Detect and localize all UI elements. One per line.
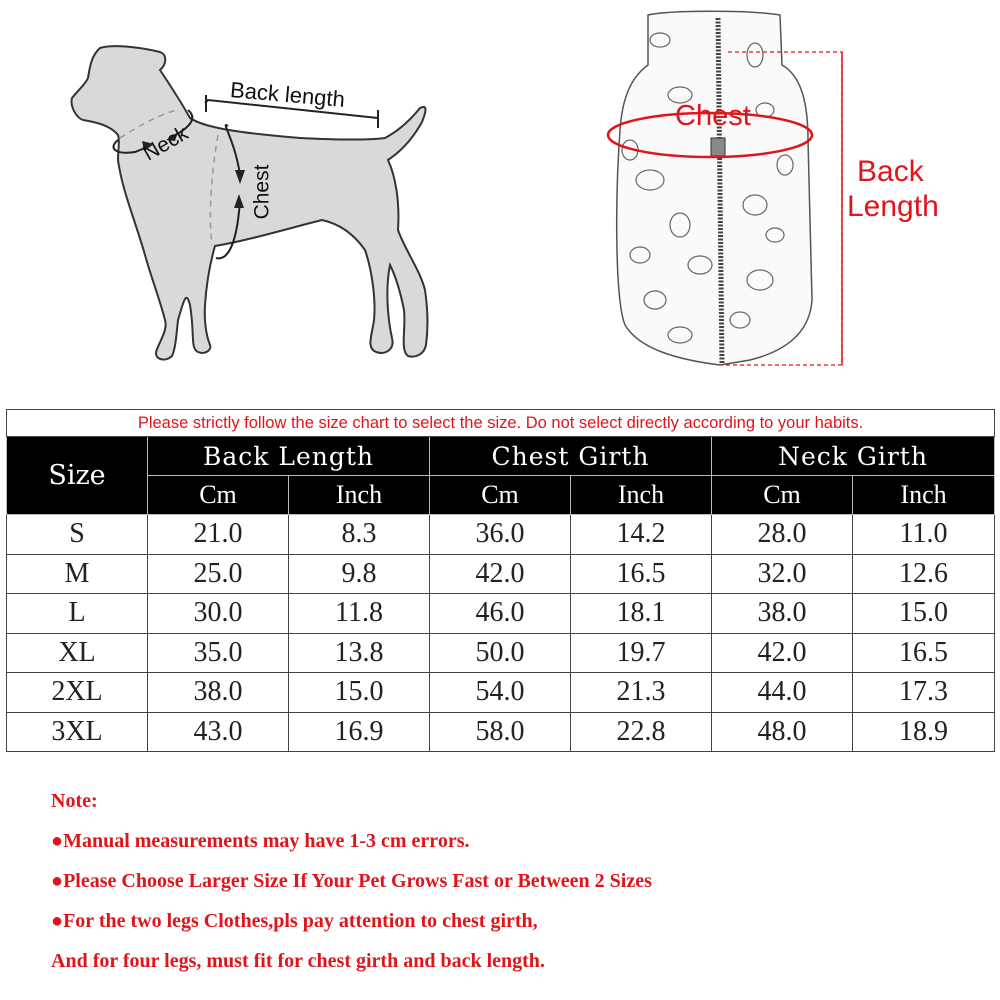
table-row bbox=[7, 594, 995, 634]
value-cell: 12.6 bbox=[853, 554, 995, 594]
back-length-header: Back Length bbox=[148, 437, 430, 476]
header-group-row bbox=[7, 437, 995, 476]
vest-length-label: Length bbox=[847, 190, 939, 223]
value-cell: 18.1 bbox=[571, 594, 712, 634]
value-cell: 43.0 bbox=[148, 712, 289, 752]
value-cell: 21.0 bbox=[148, 515, 289, 555]
value-cell: 38.0 bbox=[712, 594, 853, 634]
header-unit-row bbox=[7, 476, 995, 515]
size-cell: L bbox=[7, 594, 148, 634]
vest-chest-label: Chest bbox=[675, 100, 751, 132]
value-cell: 11.8 bbox=[289, 594, 430, 634]
notes-title: Note: bbox=[51, 790, 98, 812]
value-cell: 36.0 bbox=[430, 515, 571, 555]
note-line: ●Please Choose Larger Size If Your Pet Grows Fast or Between 2 Sizes bbox=[51, 870, 652, 892]
value-cell: 54.0 bbox=[430, 673, 571, 713]
size-cell: 2XL bbox=[7, 673, 148, 713]
value-cell: 8.3 bbox=[289, 515, 430, 555]
size-cell: XL bbox=[7, 633, 148, 673]
value-cell: 16.5 bbox=[853, 633, 995, 673]
value-cell: 16.5 bbox=[571, 554, 712, 594]
value-cell: 46.0 bbox=[430, 594, 571, 634]
size-column-header: Size bbox=[7, 437, 148, 515]
table-row bbox=[7, 673, 995, 713]
size-cell: M bbox=[7, 554, 148, 594]
value-cell: 14.2 bbox=[571, 515, 712, 555]
value-cell: 17.3 bbox=[853, 673, 995, 713]
value-cell: 58.0 bbox=[430, 712, 571, 752]
size-warning-text: Please strictly follow the size chart to select the size. Do not select directly according to your habits. bbox=[7, 410, 995, 437]
unit-header-inch: Inch bbox=[571, 476, 712, 515]
notes-section bbox=[51, 787, 652, 987]
value-cell: 19.7 bbox=[571, 633, 712, 673]
warning-row bbox=[7, 410, 995, 437]
value-cell: 18.9 bbox=[853, 712, 995, 752]
table-row bbox=[7, 712, 995, 752]
size-chart-table bbox=[6, 409, 995, 752]
unit-header-inch: Inch bbox=[289, 476, 430, 515]
note-line: And for four legs, must fit for chest girth and back length. bbox=[51, 950, 545, 972]
value-cell: 42.0 bbox=[430, 554, 571, 594]
value-cell: 21.3 bbox=[571, 673, 712, 713]
value-cell: 42.0 bbox=[712, 633, 853, 673]
value-cell: 48.0 bbox=[712, 712, 853, 752]
neck-label: Neck bbox=[139, 121, 193, 166]
value-cell: 15.0 bbox=[853, 594, 995, 634]
value-cell: 25.0 bbox=[148, 554, 289, 594]
unit-header-inch: Inch bbox=[853, 476, 995, 515]
vest-measurement-diagram bbox=[580, 0, 1000, 400]
note-line: ●Manual measurements may have 1-3 cm errors. bbox=[51, 830, 470, 852]
neck-girth-header: Neck Girth bbox=[712, 437, 995, 476]
chest-girth-header: Chest Girth bbox=[430, 437, 712, 476]
value-cell: 16.9 bbox=[289, 712, 430, 752]
value-cell: 15.0 bbox=[289, 673, 430, 713]
value-cell: 28.0 bbox=[712, 515, 853, 555]
value-cell: 50.0 bbox=[430, 633, 571, 673]
unit-header-cm: Cm bbox=[148, 476, 289, 515]
unit-header-cm: Cm bbox=[712, 476, 853, 515]
table-row bbox=[7, 554, 995, 594]
value-cell: 32.0 bbox=[712, 554, 853, 594]
value-cell: 30.0 bbox=[148, 594, 289, 634]
value-cell: 11.0 bbox=[853, 515, 995, 555]
value-cell: 35.0 bbox=[148, 633, 289, 673]
value-cell: 44.0 bbox=[712, 673, 853, 713]
back-length-label: Back length bbox=[229, 77, 346, 112]
value-cell: 22.8 bbox=[571, 712, 712, 752]
note-line: ●For the two legs Clothes,pls pay attention to chest girth, bbox=[51, 910, 538, 932]
unit-header-cm: Cm bbox=[430, 476, 571, 515]
value-cell: 38.0 bbox=[148, 673, 289, 713]
table-row bbox=[7, 515, 995, 555]
table-row bbox=[7, 633, 995, 673]
size-cell: 3XL bbox=[7, 712, 148, 752]
chest-label: Chest bbox=[250, 164, 274, 220]
value-cell: 9.8 bbox=[289, 554, 430, 594]
vest-back-label: Back bbox=[857, 155, 924, 188]
size-cell: S bbox=[7, 515, 148, 555]
dog-measurement-diagram bbox=[0, 0, 500, 400]
value-cell: 13.8 bbox=[289, 633, 430, 673]
